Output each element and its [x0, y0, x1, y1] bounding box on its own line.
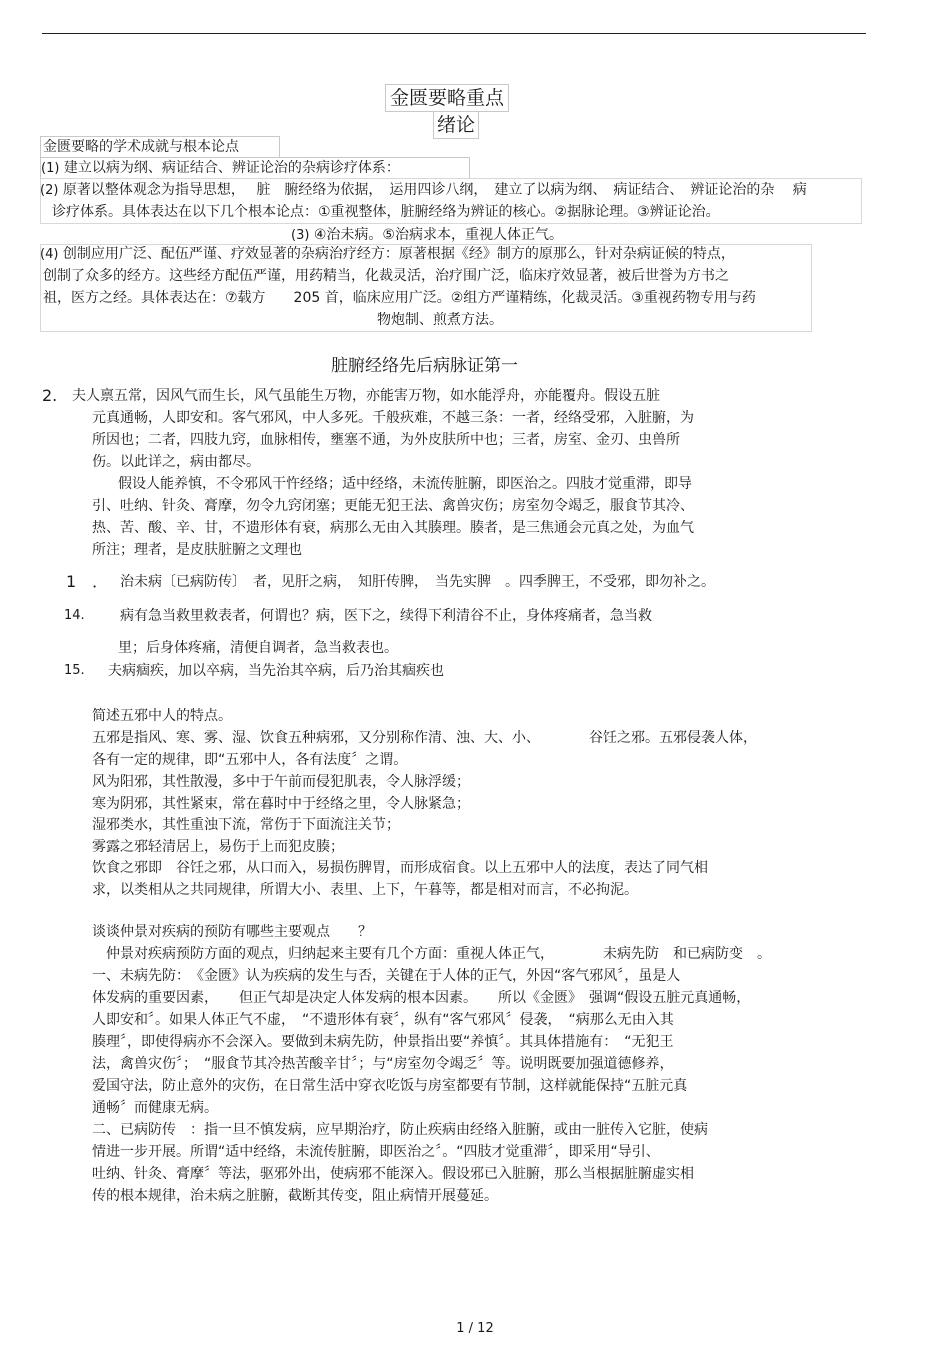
intro-heading: 金匮要略的学术成就与根本论点: [40, 136, 280, 158]
point-number: (1): [41, 161, 60, 176]
s2-line-7: 热、苦、酸、辛、甘，不遗形体有衰，病那么无由入其腠理。腠者，是三焦通会元真之处，为血气: [92, 520, 694, 536]
five-evils-line-5: 湿邪类水，其性重浊下流，常伤于下面流注关节；: [92, 817, 400, 833]
intro-point-4-line3: 祖，医方之经。具体表达在：⑦载方 205 首，临床应用广泛。②组方严谨精练，化裁灵活。③重视药物专用与药: [43, 290, 756, 306]
s14-line-2: 里；后身体疼痛，清便自调者，急当救表也。: [118, 640, 398, 656]
item-number-15: 15.: [64, 663, 85, 678]
intro-point-3: [291, 225, 563, 246]
prevention-line-2: 一、未病先防： 《金匮》认为疾病的发生与否，关键在于人体的正气，外因“客气邪风〞，虽是人: [92, 968, 681, 984]
point-number: (3): [291, 228, 310, 243]
s2-line-4: 伤。以此详之，病由都尽。: [92, 454, 260, 470]
intro-point-2-cont: 诊疗体系。具体表达在以下几个根本论点：①重视整体，脏腑经络为辨证的核心。②据脉论理。③辨证论治。: [52, 204, 720, 220]
point-text: ④治未病。⑤治病求本，重视人体正气。: [313, 227, 563, 243]
point-text: 原著以整体观念为指导思想， 脏 腑经络为依据， 运用四诊八纲， 建立了以病为纲、 病证结合、 辨证论治的杂 病: [62, 182, 807, 198]
prevention-line-5: 腠理〞，即使得病亦不会深入。要做到未病先防，仲景指出要“养慎〞。其具体措施有： “无犯王: [92, 1034, 674, 1050]
intro-box-2: [40, 178, 862, 224]
intro-point-4: [40, 244, 735, 265]
item-number-14: 14.: [64, 608, 85, 623]
five-evils-line-6: 雾露之邪轻清居上，易伤于上而犯皮腠；: [92, 839, 344, 855]
page-title: 金匮要略重点: [385, 84, 509, 112]
prevention-line-4: 人即安和〞。如果人体正气不虚， “不遗形体有衰〞，纵有“客气邪风〞侵袭， “病那么无由入其: [92, 1012, 674, 1028]
s15-text: 夫病痼疾，加以卒病，当先治其卒病，后乃治其痼疾也: [108, 663, 444, 679]
prevention-line-11: 吐纳、针灸、膏摩〞等法，驱邪外出，使病邪不能深入。假设邪已入脏腑，那么当根据脏腑虚实相: [92, 1166, 694, 1182]
s2-line-2: 元真通畅，人即安和。客气邪风，中人多死。千般疢难，不越三条：一者，经络受邪，入脏腑，为: [92, 410, 694, 426]
intro-point-4-line4: 物炮制、煎煮方法。: [377, 312, 503, 328]
s2-line-3: 所因也；二者，四肢九窍，血脉相传，壅塞不通，为外皮肤所中也；三者，房室、金刃、虫兽所: [92, 432, 680, 448]
five-evils-question: 简述五邪中人的特点。: [92, 708, 232, 724]
point-text: 建立以病为纲、病证结合、辨证论治的杂病诊疗体系：: [63, 160, 400, 176]
prevention-line-7: 爱国守法，防止意外的灾伤，在日常生活中穿衣吃饭与房室都要有节制，这样就能保持“五脏元真: [92, 1078, 688, 1094]
prevention-line-9: 二、已病防传 ：指一旦不慎发病，应早期治疗，防止疾病由经络入脏腑，或由一脏传入它脏，使病: [92, 1122, 708, 1138]
prevention-line-1: 仲景对疾病预防方面的观点，归纳起来主要有几个方面：重视人体正气， 未病先防 和已病防变 。: [92, 946, 771, 962]
chapter-title: 脏腑经络先后病脉证第一: [331, 356, 518, 376]
s2-line-6: 引、吐纳、针灸、膏摩，勿令九窍闭塞；更能无犯王法、禽兽灾伤；房室勿令竭乏，服食节其冷、: [92, 498, 694, 514]
five-evils-line-1: 五邪是指风、寒、雾、湿、饮食五种病邪，又分别称作清、浊、大、小、 谷饪之邪。五邪侵袭人体，: [92, 730, 757, 746]
top-rule: [42, 33, 866, 34]
five-evils-line-3: 风为阳邪，其性散漫，多中于午前而侵犯肌表，令人脉浮缓；: [92, 774, 470, 790]
point-text: 创制应用广泛、配伍严谨、疗效显著的杂病治疗经方：原著根据《经》制方的原那么，针对杂病证候的特点，: [62, 246, 735, 262]
point-number: (4): [40, 247, 59, 262]
s2-line-8: 所注；理者，是皮肤脏腑之文理也: [92, 542, 302, 558]
prevention-line-10: 情进一步开展。所谓“适中经络，未流传脏腑，即医治之〞。“四肢才觉重滞〞，即采用“导引、: [92, 1144, 660, 1160]
five-evils-line-8: 求，以类相从之共同规律，所谓大小、表里、上下，午暮等，都是相对而言，不必拘泥。: [92, 882, 638, 898]
item-number-1: 1 ．: [66, 572, 109, 591]
five-evils-line-4: 寒为阴邪，其性紧束，常在暮时中于经络之里，令人脉紧急；: [92, 796, 470, 812]
prevention-line-6: 法，禽兽灾伤〞； “服食节其冷热苦酸辛甘〞；与“房室勿令竭乏〞等。说明既要加强道德修养，: [92, 1056, 674, 1072]
s2-line-1: 夫人禀五常，因风气而生长，风气虽能生万物，亦能害万物，如水能浮舟，亦能覆舟。假设五脏: [72, 388, 660, 404]
prevention-question: 谈谈仲景对疾病的预防有哪些主要观点 ？: [92, 924, 372, 940]
prevention-line-12: 传的根本规律，治未病之脏腑，截断其传变，阻止病情开展蔓延。: [92, 1188, 498, 1204]
intro-point-4-line2: 创制了众多的经方。这些经方配伍严谨，用药精当，化裁灵活，治疗围广泛，临床疗效显著，被后世誉为方书之: [43, 268, 729, 284]
intro-point-1: [40, 157, 470, 179]
s14-line-1: 病有急当救里救表者，何谓也？病，医下之，续得下利清谷不止，身体疼痛者，急当救: [120, 608, 652, 624]
prevention-line-3: 体发病的重要因素， 但正气却是决定人体发病的根本因素。 所以《金匮》 强调“假设五脏元真通畅，: [92, 990, 751, 1006]
item-number-2: 2.: [42, 386, 58, 405]
prevention-line-8: 通畅〞而健康无病。: [92, 1100, 218, 1116]
section-title-intro: 绪论: [433, 111, 479, 139]
s1-text: 治未病〔已病防传〕 者，见肝之病， 知肝传脾， 当先实脾 。四季脾王，不受邪，即勿补之。: [120, 574, 715, 590]
five-evils-line-7: 饮食之邪即 谷饪之邪，从口而入，易损伤脾胃，而形成宿食。以上五邪中人的法度，表达了同气相: [92, 860, 708, 876]
page-number: 1 / 12: [456, 1321, 494, 1336]
point-number: (2): [40, 183, 59, 198]
five-evils-line-2: 各有一定的规律，即“五邪中人，各有法度〞之谓。: [92, 752, 408, 768]
s2-line-5: 假设人能养慎，不令邪风干忤经络；适中经络，未流传脏腑，即医治之。四肢才觉重滞，即导: [104, 476, 692, 492]
